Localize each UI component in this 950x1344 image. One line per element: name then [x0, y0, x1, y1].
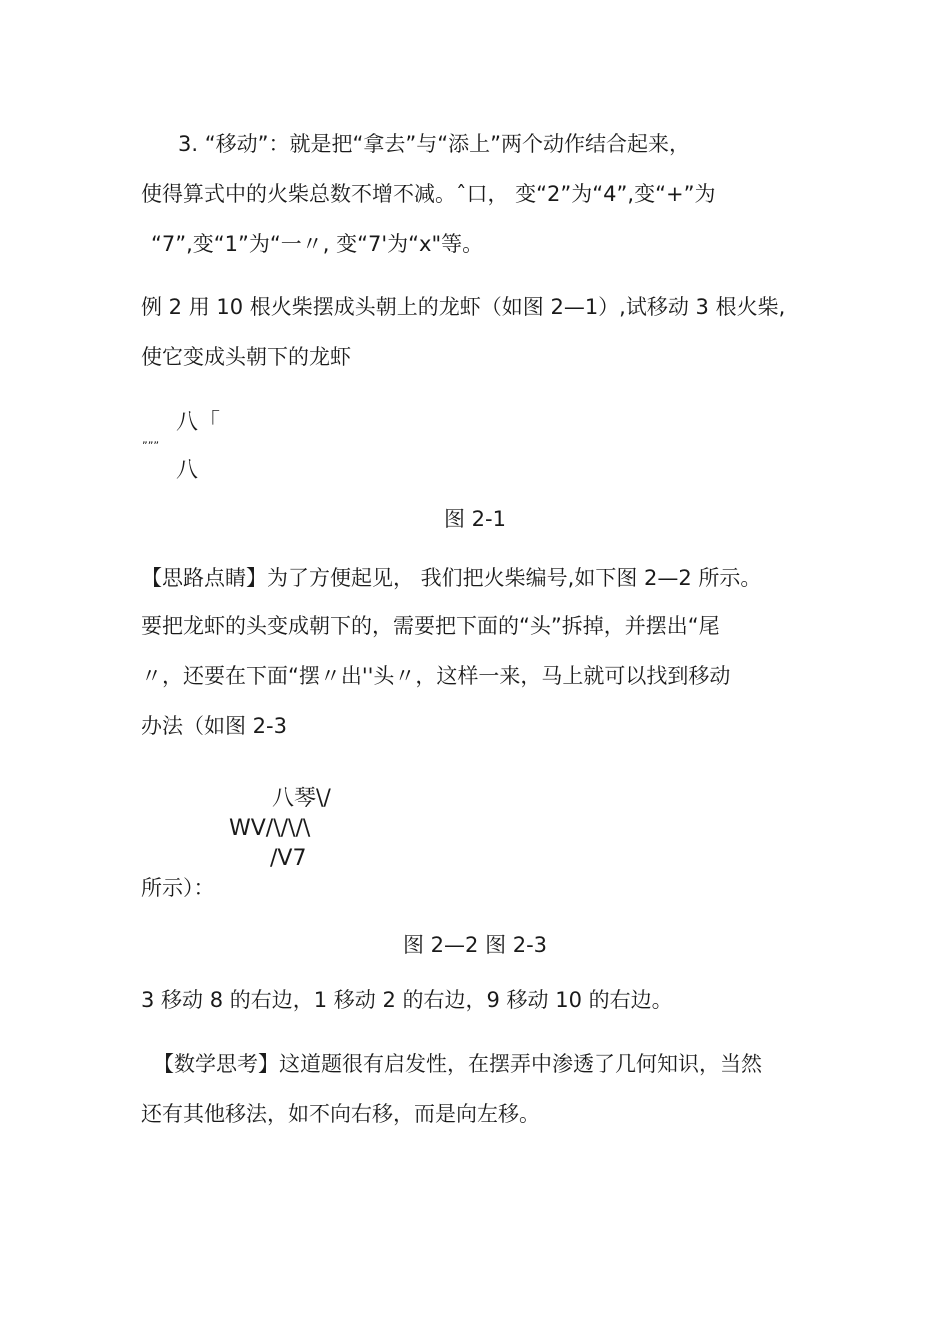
paragraph-move-definition-line2: 使得算式中的火柴总数不增不减。ˆ口， 变“2”为“4”,变“+”为 — [141, 182, 716, 206]
figure-2-1-caption: 图 2-1 — [444, 507, 506, 531]
hint-paragraph-line3: 〃，还要在下面“摆〃出''头〃，这样一来，马上就可以找到移动 — [141, 664, 731, 688]
paragraph-move-definition-line1: 3. “移动”：就是把“拿去”与“添上”两个动作结合起来， — [178, 132, 690, 156]
example-2-line2: 使它变成头朝下的龙虾 — [141, 345, 351, 369]
figure-2-1-top: 八「 — [176, 410, 221, 435]
figure-2-1-mark: ˮˮˮ — [142, 439, 160, 452]
solution-line: 3 移动 8 的右边，1 移动 2 的右边，9 移动 10 的右边。 — [141, 988, 673, 1012]
figure-2-2-row1: 八琴\/ — [272, 786, 331, 811]
hint-paragraph-line1: 【思路点睛】为了方便起见， 我们把火柴编号,如下图 2—2 所示。 — [141, 566, 762, 590]
figure-2-2-2-3-caption: 图 2—2 图 2-3 — [403, 933, 548, 957]
hint-paragraph-line5: 所示）： — [141, 876, 215, 900]
figure-2-2-row2: WV/\/\/\ — [229, 816, 311, 841]
paragraph-move-definition-line3: “7”,变“1”为“一〃, 变“7'为“x"等。 — [151, 232, 484, 256]
hint-paragraph-line4: 办法（如图 2-3 — [141, 714, 287, 738]
figure-2-2-row3: /V7 — [270, 846, 307, 871]
math-thinking-line2: 还有其他移法，如不向右移，而是向左移。 — [141, 1102, 540, 1126]
example-2-line1: 例 2 用 10 根火柴摆成头朝上的龙虾（如图 2—1）,试移动 3 根火柴, — [141, 295, 786, 319]
math-thinking-line1: 【数学思考】这道题很有启发性，在摆弄中渗透了几何知识，当然 — [153, 1052, 762, 1076]
figure-2-1-bottom: 八 — [176, 458, 199, 483]
hint-paragraph-line2: 要把龙虾的头变成朝下的，需要把下面的“头”拆掉，并摆出“尾 — [141, 614, 720, 638]
